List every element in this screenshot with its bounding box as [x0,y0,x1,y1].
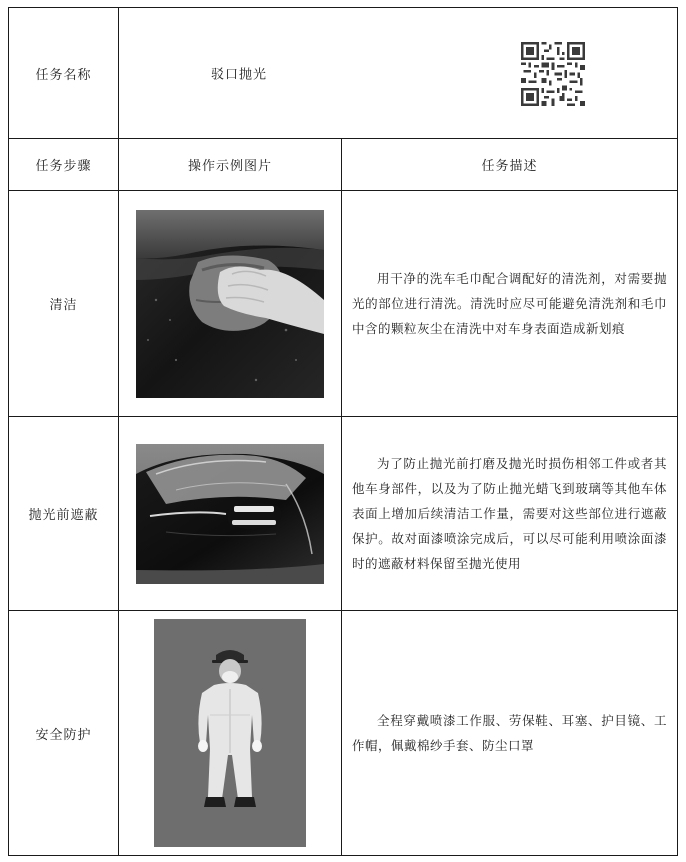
qr-code-icon [521,42,585,106]
description-cell [342,417,678,611]
task-name-value: 驳口抛光 [211,67,268,83]
description-text: 全程穿戴喷漆工作服、劳保鞋、耳塞、护目镜、工作帽，佩戴棉纱手套、防尘口罩 [352,713,667,753]
table-row [9,191,678,417]
task-name-label: 任务名称 [9,8,119,139]
step-label: 抛光前遮蔽 [9,417,119,611]
masking-photo [136,444,324,584]
header-step: 任务步骤 [9,139,119,191]
task-name-row [9,8,678,139]
example-image-cell [119,611,342,856]
description-cell [342,611,678,856]
header-example-image: 操作示例图片 [119,139,342,191]
safety-gear-photo [154,619,306,847]
description-text: 为了防止抛光前打磨及抛光时损伤相邻工件或者其他车身部件，以及为了防止抛光蜡飞到玻璃等其他车体表面上增加后续清洁工作量，需要对这些部位进行遮蔽保护。故对面漆喷涂完成后，可以尽可能利用喷涂面漆时的遮蔽材料保留至抛光使用 [352,456,667,571]
example-image-cell [119,417,342,611]
description-text: 用干净的洗车毛巾配合调配好的清洗剂，对需要抛光的部位进行清洗。清洗时应尽可能避免清洗剂和毛巾中含的颗粒灰尘在清洗中对车身表面造成新划痕 [352,271,667,336]
example-image-cell [119,191,342,417]
table-row [9,417,678,611]
header-row [9,139,678,191]
description-cell [342,191,678,417]
step-label: 清洁 [9,191,119,417]
cleaning-photo [136,210,324,398]
step-label: 安全防护 [9,611,119,856]
task-table [8,7,678,856]
header-description: 任务描述 [342,139,678,191]
table-row [9,611,678,856]
task-name-cell [119,8,678,139]
